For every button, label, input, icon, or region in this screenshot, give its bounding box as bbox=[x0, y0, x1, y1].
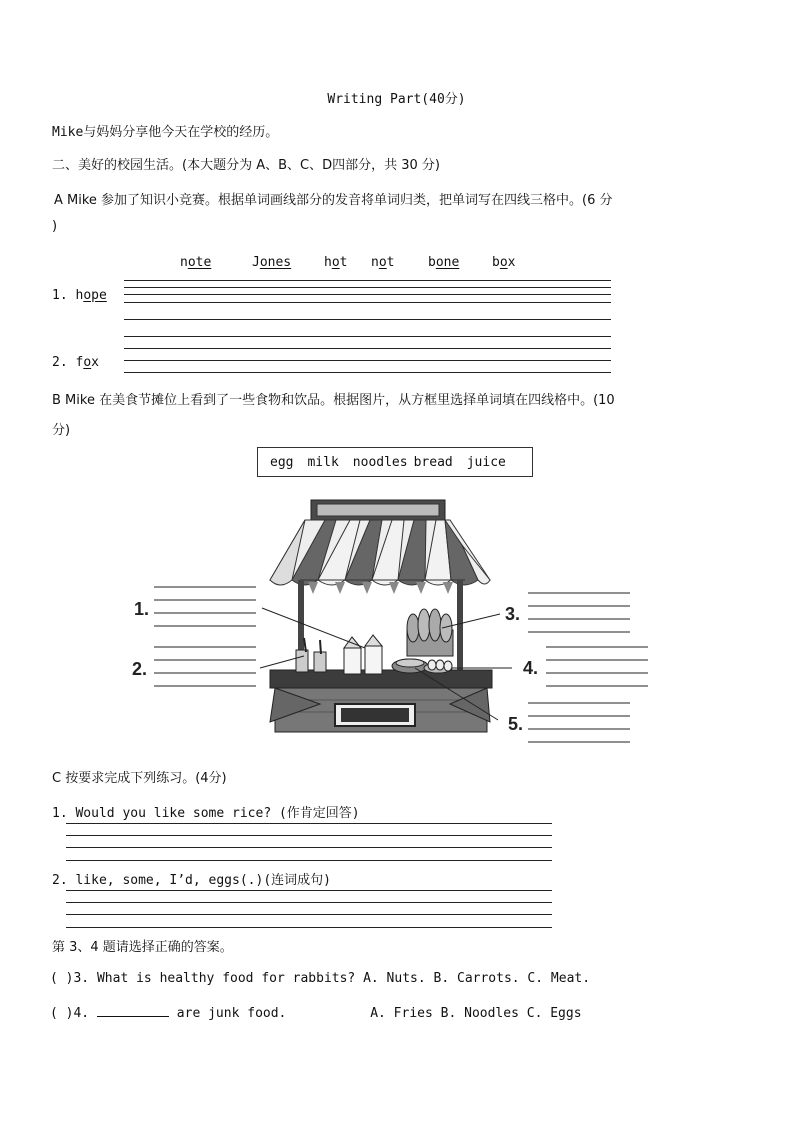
fill-blank[interactable] bbox=[97, 1004, 169, 1017]
answer-paren-3[interactable]: ( ) bbox=[50, 971, 74, 986]
stall-label-1: 1. bbox=[134, 599, 150, 619]
answer-paren-4[interactable]: ( ) bbox=[50, 1006, 74, 1021]
item-2-fox: 2. fox bbox=[52, 355, 99, 370]
stall-label-5: 5. bbox=[508, 714, 524, 734]
question-4: ( )4. are junk food. A. Fries B. Noodles C. Eggs bbox=[50, 1006, 582, 1021]
word-bank-noodles: noodles bbox=[352, 454, 408, 470]
food-stall-illustration bbox=[120, 490, 660, 750]
part-c-instruction: C 按要求完成下列练习。(4分) bbox=[52, 771, 227, 786]
question-3: ( )3. What is healthy food for rabbits? A. Nuts. B. Carrots. C. Meat. bbox=[50, 971, 591, 986]
word-bone: bone bbox=[428, 255, 460, 270]
section-two-heading: 二、美好的校园生活。(本大题分为 A、B、C、D四部分，共 30 分) bbox=[52, 158, 440, 173]
stall-label-2: 2. bbox=[132, 659, 148, 679]
item-1-hope: 1. hope bbox=[52, 288, 107, 303]
word-bank bbox=[257, 447, 533, 477]
part-b-instruction: B Mike 在美食节摊位上看到了一些食物和饮品。根据图片，从方框里选择单词填在四线格中。(10 bbox=[52, 393, 615, 408]
word-jones: Jones bbox=[252, 255, 292, 270]
word-box: box bbox=[492, 255, 516, 270]
intro-text: Mike与妈妈分享他今天在学校的经历。 bbox=[52, 125, 279, 140]
question-1: 1. Would you like some rice? (作肯定回答) bbox=[52, 806, 360, 821]
part-a-instruction-end: ) bbox=[52, 219, 58, 234]
q34-instruction: 第 3、4 题请选择正确的答案。 bbox=[52, 940, 233, 955]
word-bank-milk: milk bbox=[307, 454, 339, 470]
stall-label-4: 4. bbox=[523, 658, 539, 678]
question-2: 2. like, some, I’d, eggs(.)(连词成句) bbox=[52, 873, 331, 888]
word-note: note bbox=[180, 255, 212, 270]
part-b-instruction-end: 分) bbox=[52, 423, 71, 438]
word-not: not bbox=[371, 255, 395, 270]
stall-label-3: 3. bbox=[505, 604, 521, 624]
word-bank-juice: juice bbox=[466, 454, 506, 470]
word-bank-bread: bread bbox=[413, 454, 453, 470]
word-bank-egg: egg bbox=[270, 454, 294, 470]
page-title: Writing Part(40分) bbox=[327, 92, 466, 107]
word-hot: hot bbox=[324, 255, 348, 270]
part-a-instruction: A Mike 参加了知识小竞赛。根据单词画线部分的发音将单词归类，把单词写在四线三格中。(6 分 bbox=[54, 193, 613, 208]
